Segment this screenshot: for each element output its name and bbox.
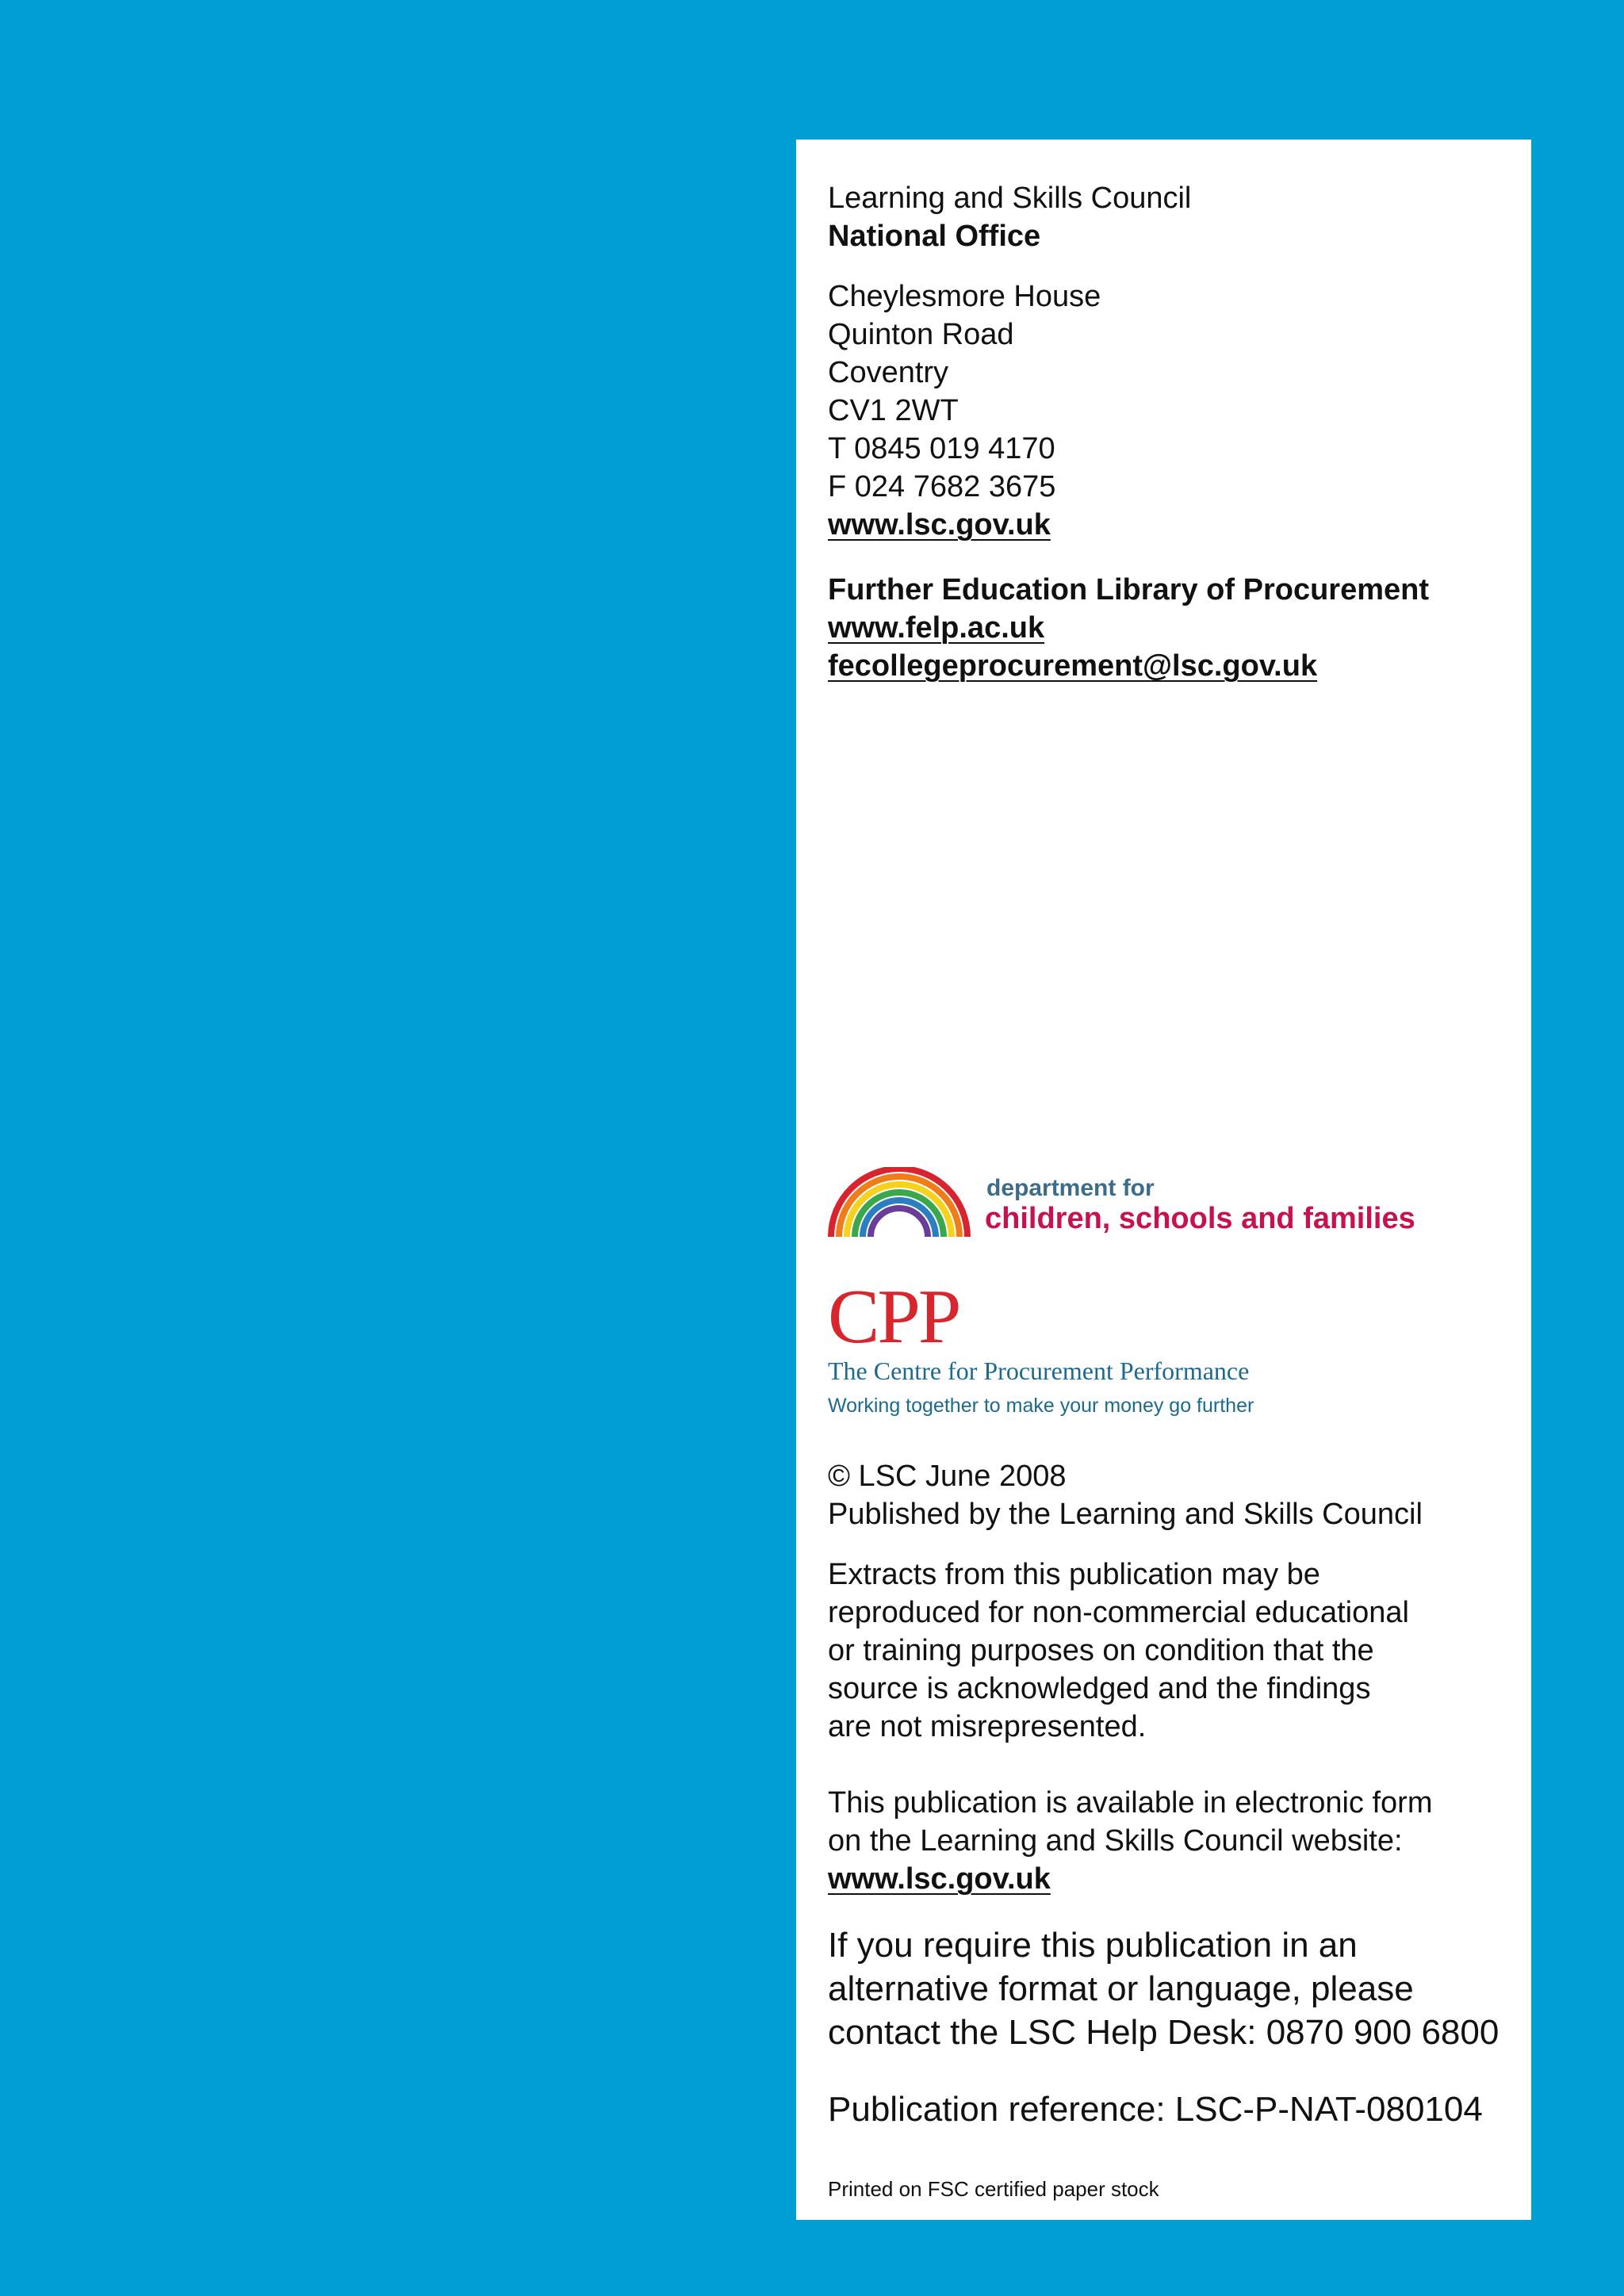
extracts-line: or training purposes on condition that the bbox=[828, 1634, 1374, 1667]
printed-note: Printed on FSC certified paper stock bbox=[828, 2177, 1159, 2201]
fax-number: F 024 7682 3675 bbox=[828, 470, 1056, 503]
lsc-website-link-2[interactable]: www.lsc.gov.uk bbox=[828, 1862, 1051, 1896]
cpp-tagline: Working together to make your money go further bbox=[828, 1395, 1254, 1417]
rainbow-icon bbox=[828, 1167, 971, 1240]
cpp-logo bbox=[828, 1274, 1320, 1420]
cpp-name: The Centre for Procurement Performance bbox=[828, 1357, 1250, 1385]
address-line: Coventry bbox=[828, 356, 949, 389]
dcsf-text-department: department for bbox=[986, 1175, 1155, 1201]
extracts-line: are not misrepresented. bbox=[828, 1710, 1147, 1743]
lsc-website-link[interactable]: www.lsc.gov.uk bbox=[828, 508, 1051, 541]
electronic-line: This publication is available in electronic form bbox=[828, 1786, 1433, 1820]
publisher-text: Published by the Learning and Skills Council bbox=[828, 1498, 1423, 1531]
alt-format-line: If you require this publication in an bbox=[828, 1926, 1358, 1965]
cpp-mark: CPP bbox=[828, 1274, 959, 1360]
office-name: National Office bbox=[828, 220, 1041, 253]
felp-website-link[interactable]: www.felp.ac.uk bbox=[828, 611, 1045, 645]
extracts-line: Extracts from this publication may be bbox=[828, 1558, 1320, 1591]
address-line: Quinton Road bbox=[828, 318, 1014, 351]
extracts-line: reproduced for non-commercial educational bbox=[828, 1596, 1409, 1629]
org-name: Learning and Skills Council bbox=[828, 182, 1192, 215]
address-line: Cheylesmore House bbox=[828, 280, 1101, 313]
publication-reference: Publication reference: LSC-P-NAT-080104 bbox=[828, 2090, 1483, 2129]
felp-email-link[interactable]: fecollegeprocurement@lsc.gov.uk bbox=[828, 649, 1318, 683]
dcsf-logo bbox=[828, 1164, 1415, 1240]
phone-number: T 0845 019 4170 bbox=[828, 432, 1055, 465]
extracts-line: source is acknowledged and the findings bbox=[828, 1672, 1371, 1705]
dcsf-text-children: children, schools and families bbox=[985, 1202, 1415, 1235]
alt-format-line: contact the LSC Help Desk: 0870 900 6800 bbox=[828, 2013, 1500, 2052]
alt-format-line: alternative format or language, please bbox=[828, 1969, 1414, 2008]
address-line: CV1 2WT bbox=[828, 394, 959, 427]
electronic-line: on the Learning and Skills Council website: bbox=[828, 1824, 1403, 1858]
back-cover-panel bbox=[796, 140, 1531, 2220]
felp-title: Further Education Library of Procurement bbox=[828, 573, 1429, 607]
copyright-text: © LSC June 2008 bbox=[828, 1460, 1067, 1493]
